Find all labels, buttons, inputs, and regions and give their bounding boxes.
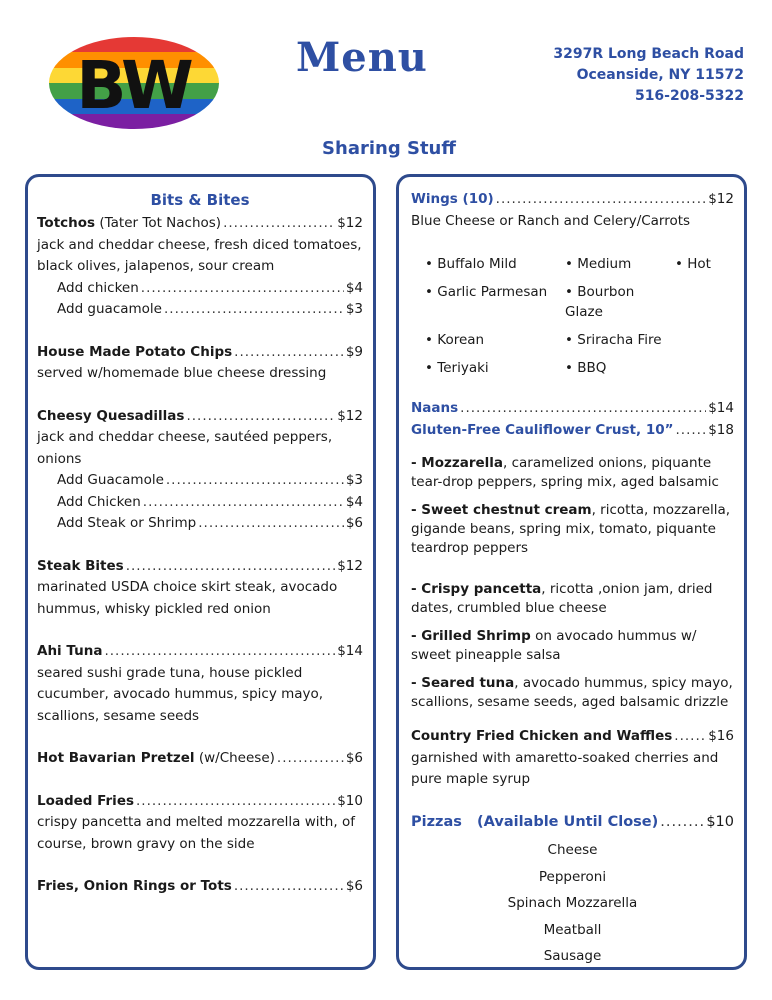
topping-name: - Seared tuna: [411, 675, 515, 691]
topping-name: - Crispy pancetta: [411, 581, 542, 597]
menu-item-name: Loaded Fries: [37, 792, 135, 809]
bw-rainbow-logo: [48, 36, 220, 130]
wings-description: Blue Cheese or Ranch and Celery/Carrots: [411, 212, 691, 229]
menu-item-price: $6: [345, 878, 363, 894]
topping-name: - Mozzarella: [411, 455, 504, 471]
wings-line: [411, 189, 734, 211]
right-menu-panel: [396, 174, 747, 970]
wing-flavor: • Teriyaki: [425, 358, 565, 378]
chicken-waffles-price: $16: [708, 728, 734, 744]
pizzas-price: $10: [706, 813, 734, 830]
menu-item: [37, 791, 363, 856]
topping-description: on avocado hummus w/ sweet pineapple salsa: [411, 628, 697, 663]
wing-flavor: [675, 358, 755, 378]
menu-item-price: $12: [337, 215, 363, 231]
menu-item-line: [37, 791, 363, 813]
topping-description: , caramelized onions, piquante tear-drop peppers, spring mix, aged balsamic: [411, 455, 719, 490]
topping-description: , ricotta, mozzarella, gigande beans, spring mix, tomato, piquante teardrop peppers: [411, 502, 731, 556]
pizza-list: [411, 837, 734, 970]
menu-item-line: [37, 748, 363, 770]
menu-title: Menu: [296, 34, 428, 81]
menu-item-line: [37, 406, 363, 428]
chicken-waffles-name: Country Fried Chicken and Waffles: [411, 728, 673, 744]
menu-item-name: House Made Potato Chips: [37, 343, 233, 360]
topping-description: , avocado hummus, spicy mayo, scallions, sesame seeds, aged balsamic drizzle: [411, 675, 733, 710]
addon-price: $4: [345, 279, 363, 296]
menu-item-line: [37, 342, 363, 364]
wing-flavor: • Sriracha Fire: [565, 330, 675, 350]
pizzas-name: Pizzas (Available Until Close): [411, 813, 659, 830]
menu-item-name: Totchos: [37, 215, 96, 231]
addon-price: $3: [345, 301, 363, 317]
addon-name: Add Steak or Shrimp: [57, 515, 197, 531]
menu-item-note: (Tater Tot Nachos): [95, 215, 222, 231]
menu-item-name: Hot Bavarian Pretzel: [37, 750, 195, 766]
topping-name: - Sweet chestnut cream: [411, 502, 592, 518]
naan-topping: [411, 580, 734, 618]
menu-item-name: Ahi Tuna: [37, 643, 103, 659]
menu-item-line: [37, 876, 363, 898]
gluten-free-line: [411, 420, 734, 442]
wings-name: Wings (10): [411, 191, 494, 207]
menu-item-price: $9: [345, 343, 363, 360]
section-title: Sharing Stuff: [322, 138, 456, 159]
wing-flavor: • Hot: [675, 254, 755, 274]
naans-name: Naans: [411, 400, 459, 416]
addon-price: $3: [345, 472, 363, 488]
addon-line: [37, 513, 363, 535]
addon-name: Add guacamole: [57, 301, 162, 317]
pizza-option: Meatball: [543, 921, 602, 938]
menu-item: [37, 876, 363, 898]
menu-item-line: [37, 641, 363, 663]
wing-flavor: • Bourbon Glaze: [565, 282, 675, 322]
addon-name: Add Guacamole: [57, 472, 164, 488]
menu-item-description: served w/homemade blue cheese dressing: [37, 365, 327, 381]
naans-price: $14: [708, 400, 734, 416]
addon-line: [37, 470, 363, 492]
naan-topping: [411, 674, 734, 712]
menu-item: [37, 748, 363, 770]
menu-item-price: $6: [345, 750, 363, 766]
logo-letters: BW: [76, 47, 192, 124]
menu-item: [37, 556, 363, 621]
wing-flavor: [675, 330, 755, 350]
menu-item-line: [37, 213, 363, 235]
menu-item-description: marinated USDA choice skirt steak, avocado hummus, whisky pickled red onion: [37, 579, 338, 617]
phone-number: 516-208-5322: [634, 88, 744, 104]
naan-topping: [411, 454, 734, 492]
pizza-option: Pepperoni: [538, 868, 607, 885]
menu-item-price: $10: [337, 792, 363, 809]
chicken-waffles-line: [411, 726, 734, 748]
restaurant-address: [553, 44, 744, 107]
address-city: Oceanside, NY 11572: [576, 67, 744, 83]
addon-name: Add chicken: [57, 279, 139, 296]
addon-price: $4: [345, 493, 363, 510]
gluten-free-price: $18: [708, 421, 734, 438]
gluten-free-name: Gluten-Free Cauliflower Crust, 10”: [411, 421, 674, 438]
address-street: 3297R Long Beach Road: [553, 46, 744, 62]
menu-item-price: $14: [337, 643, 363, 659]
pizza-option: Spinach Mozzarella: [507, 895, 638, 911]
menu-item-price: $12: [337, 557, 363, 574]
menu-item-price: $12: [337, 407, 363, 424]
addon-line: [37, 299, 363, 321]
wing-flavor: • BBQ: [565, 358, 675, 378]
wing-flavor: • Garlic Parmesan: [425, 282, 565, 322]
menu-item: [37, 406, 363, 535]
pizza-option: Sausage: [543, 948, 602, 964]
menu-item-description: jack and cheddar cheese, sautéed peppers, onions: [37, 429, 333, 467]
menu-item-note: (w/Cheese): [194, 750, 275, 766]
menu-item: [37, 641, 363, 727]
chicken-waffles-description: garnished with amaretto-soaked cherries and pure maple syrup: [411, 749, 719, 787]
menu-item: [37, 342, 363, 385]
pizza-option: Cheese: [547, 842, 598, 858]
chicken-waffles-item: [411, 726, 734, 791]
pizzas-line: [411, 812, 734, 834]
menu-item-name: Cheesy Quesadillas: [37, 407, 185, 424]
menu-item: [37, 213, 363, 321]
bits-and-bites-panel: [25, 174, 376, 970]
wings-price: $12: [708, 191, 734, 207]
menu-item-name: Steak Bites: [37, 557, 124, 574]
wing-flavor: • Medium: [565, 254, 675, 274]
bits-and-bites-heading: Bits & Bites: [150, 191, 250, 209]
menu-item-line: [37, 556, 363, 578]
naans-line: [411, 398, 734, 420]
menu-item-name: Fries, Onion Rings or Tots: [37, 878, 232, 894]
wing-flavor: • Korean: [425, 330, 565, 350]
menu-item-description: crispy pancetta and melted mozzarella with, of course, brown gravy on the side: [37, 814, 355, 852]
pizzas-item: [411, 812, 734, 970]
wing-flavor: • Buffalo Mild: [425, 254, 565, 274]
menu-item-description: jack and cheddar cheese, fresh diced tomatoes, black olives, jalapenos, sour cream: [37, 236, 362, 274]
naan-topping: [411, 501, 734, 558]
addon-price: $6: [345, 515, 363, 531]
naan-toppings: [411, 454, 734, 712]
topping-description: , ricotta ,onion jam, dried dates, crumbled blue cheese: [411, 581, 713, 616]
wing-flavors: [425, 254, 734, 378]
wings-item: [411, 189, 734, 378]
menu-item-description: seared sushi grade tuna, house pickled cucumber, avocado hummus, spicy mayo, scallions, sesame seeds: [37, 664, 324, 724]
addon-name: Add Chicken: [57, 493, 141, 510]
wing-flavor: [675, 282, 755, 322]
topping-name: - Grilled Shrimp: [411, 628, 531, 644]
addon-line: [37, 492, 363, 514]
naan-topping: [411, 627, 734, 665]
addon-line: [37, 278, 363, 300]
